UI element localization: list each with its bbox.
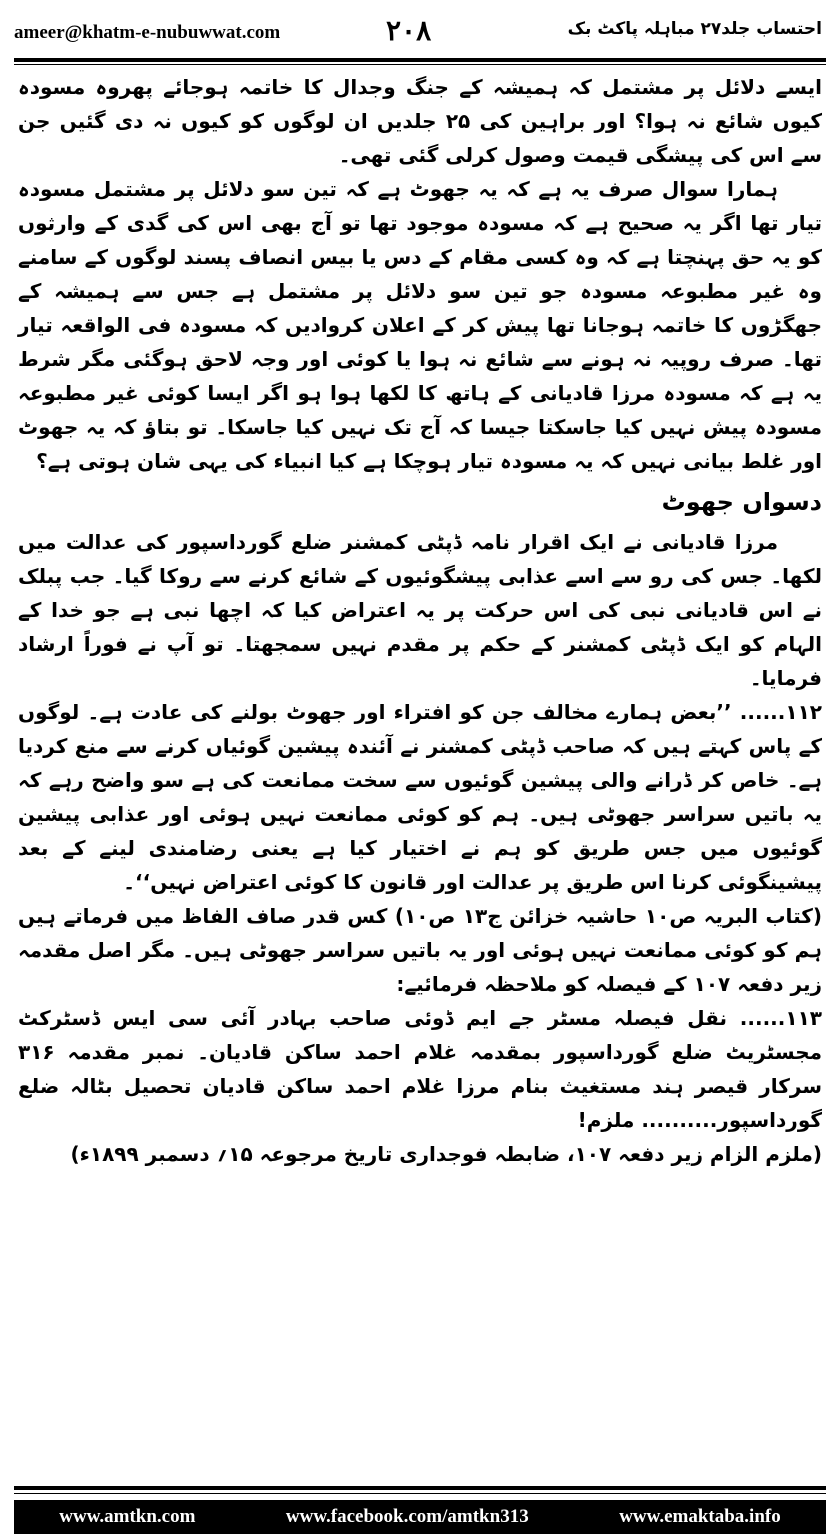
header-rule-thin bbox=[14, 64, 826, 65]
header-rule-thick bbox=[14, 58, 826, 62]
footer-rule-thin bbox=[14, 1493, 826, 1494]
footer-link-facebook[interactable]: www.facebook.com/amtkn313 bbox=[285, 1506, 529, 1527]
page-footer bbox=[14, 1500, 826, 1534]
paragraph: ایسے دلائل پر مشتمل کہ ہمیشہ کے جنگ وجدال کا خاتمہ ہوجائے پھروہ مسودہ کیوں شائع نہ ہوا؟ اور براہین کی ۲۵ جلدیں ان لوگوں کو کیوں نہ دی گئیں جن سے اس کی پیشگی قیمت وصول کرلی گئی تھی۔ bbox=[18, 75, 822, 167]
page-number: ۲۰۸ bbox=[386, 14, 432, 47]
page-header bbox=[0, 0, 840, 62]
footer-rule-thick bbox=[14, 1486, 826, 1490]
section-heading: دسواں جھوٹ bbox=[661, 488, 822, 516]
citation-paragraph: (ملزم الزام زیر دفعہ ۱۰۷، ضابطہ فوجداری تاریخ مرجوعہ ۱۵؍ دسمبر ۱۸۹۹ء) bbox=[70, 1141, 822, 1166]
footer-link-emaktaba[interactable]: www.emaktaba.info bbox=[619, 1506, 781, 1527]
page-body bbox=[18, 70, 822, 1460]
footer-link-amtkn[interactable]: www.amtkn.com bbox=[59, 1506, 196, 1527]
paragraph: مرزا قادیانی نے ایک اقرار نامہ ڈپٹی کمشنر ضلع گورداسپور کی عدالت میں لکھا۔ جس کی رو سے اسے عذابی پیشگوئیوں کے شائع کرنے سے روکا گیا۔ جب پبلک نے اس قادیانی نبی کی اس حرکت پر یہ اعتراض کیا کہ اچھا نبی ہے جو خدا کے الہام کو ایک ڈپٹی کمشنر کے حکم پر مقدم نہیں سمجھتا۔ تو آپ نے فوراً ارشاد فرمایا۔ bbox=[18, 529, 822, 690]
book-title: احتساب جلد۲۷ مباہلہ پاکٹ بک bbox=[567, 19, 822, 39]
quote-paragraph: ۱۱۲...... ’’بعض ہمارے مخالف جن کو افتراء اور جھوٹ بولنے کی عادت ہے۔ لوگوں کے پاس کہتے ہیں کہ صاحب ڈپٹی کمشنر نے آئندہ پیشین گوئیاں کرنے سے منع کردیا ہے۔ خاص کر ڈرانے والی پیشین گوئیوں سے سخت ممانعت کی ہے سو واضح رہے کہ یہ باتیں سراسر جھوٹی ہیں۔ ہم کو کوئی ممانعت نہیں ہوئی اور عذابی پیشین گوئیوں میں جس طریق کو ہم نے اختیار کیا ہے یعنی رضامندی لینے کے بعد پیشینگوئی کرنا اس طریق پر عدالت اور قانون کا کوئی اعتراض نہیں‘‘۔ bbox=[18, 699, 822, 894]
header-email: ameer@khatm-e-nubuwwat.com bbox=[14, 22, 281, 43]
paragraph: ہمارا سوال صرف یہ ہے کہ یہ جھوٹ ہے کہ تین سو دلائل پر مشتمل مسودہ تیار تھا اگر یہ صحیح ہے کہ مسودہ موجود تھا تو آج بھی اس کی گدی کے وارثوں کو یہ حق پہنچتا ہے کہ وہ کسی مقام کے دس یا بیس انصاف پسند لوگوں کے سامنے وہ غیر مطبوعہ مسودہ جو تین سو دلائل پر مشتمل ہے جس سے ہمیشہ کے جھگڑوں کا خاتمہ ہوجانا تھا پیش کر کے اعلان کروادیں کہ مسودہ فی الواقعہ تیار تھا۔ صرف روپیہ نہ ہونے سے شائع نہ ہوا یا کوئی اور وجہ لاحق ہوگئی مگر شرط یہ ہے کہ مسودہ مرزا قادیانی کے ہاتھ کا لکھا ہوا ہو اگر ایسا کوئی غیر مطبوعہ مسودہ پیش نہیں کیا جاسکتا جیسا کہ آج تک نہیں کیا جاسکا۔ تو بتاؤ کہ یہ جھوٹ اور غلط بیانی نہیں کہ یہ مسودہ تیار ہوچکا ہے کیا انبیاء کی یہی شان ہوتی ہے؟ bbox=[18, 177, 822, 473]
paragraph: (کتاب البریہ ص۱۰ حاشیہ خزائن ج۱۳ ص۱۰) کس قدر صاف الفاظ میں فرماتے ہیں ہم کو کوئی ممانعت نہیں ہوئی اور یہ باتیں سراسر جھوٹی ہیں۔ مگر اصل مقدمہ زیر دفعہ ۱۰۷ کے فیصلہ کو ملاحظہ فرمائیے: bbox=[18, 903, 822, 996]
paragraph: ۱۱۳...... نقل فیصلہ مسٹر جے ایم ڈوئی صاحب بہادر آئی سی ایس ڈسٹرکٹ مجسٹریٹ ضلع گورداسپور بمقدمہ غلام احمد ساکن قادیان۔ نمبر مقدمہ ۳۱۶ سرکار قیصر ہند مستغیث بنام مرزا غلام احمد ساکن قادیان تحصیل بٹالہ ضلع گورداسپور.......... ملزم! bbox=[18, 1005, 822, 1132]
